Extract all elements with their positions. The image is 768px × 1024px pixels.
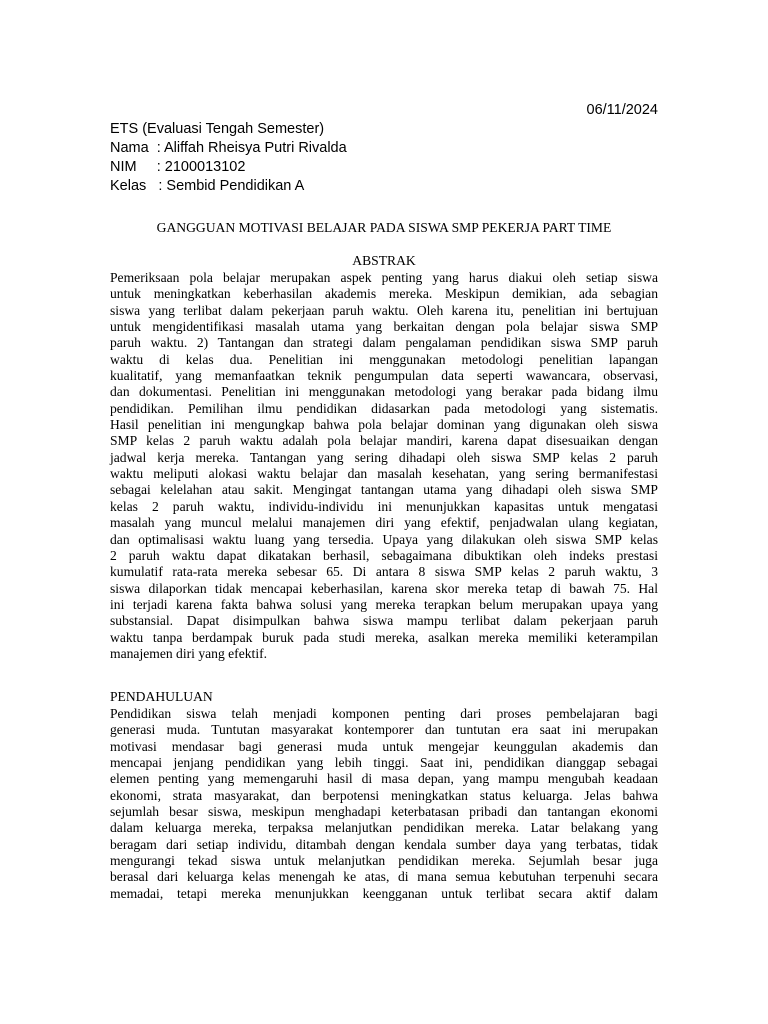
student-class: Kelas : Sembid Pendidikan A: [110, 178, 305, 194]
paragraph-line: untuk mengidentifikasi masalah utama yang berkaitan dengan pola belajar siswa SMP: [110, 319, 658, 335]
paragraph-line: mengurangi tekad siswa untuk melanjutkan pendidikan mereka. Sejumlah besar juga: [110, 853, 658, 869]
student-info: [110, 120, 347, 196]
paragraph-line: dalam keluarga mereka, terpaksa melanjutkan pendidikan mereka. Latar belakang yang: [110, 820, 658, 836]
paragraph-line: untuk meningkatkan keberhasilan akademis mereka. Meskipun demikian, ada sebagian: [110, 286, 658, 302]
paragraph-line: siswa yang terlibat dalam pekerjaan paruh waktu. Oleh karena itu, penelitian ini bertujuan: [110, 302, 658, 318]
paragraph-line: masalah yang muncul melalui manajemen diri yang efektif, penjadwalan ulang kegiatan,: [110, 515, 658, 531]
paragraph-line: mencapai jenjang pendidikan yang lebih tinggi. Saat ini, pendidikan dianggap sebagai: [110, 755, 658, 771]
paragraph-line: kelas 2 paruh waktu, individu-individu ini menunjukkan kapasitas untuk mengatasi: [110, 498, 658, 514]
paragraph-line: sebagai kelelahan atau sakit. Mengingat tantangan utama yang dihadapi oleh siswa SMP: [110, 482, 658, 498]
paragraph-line: kualitatif, yang memanfaatkan teknik pengumpulan data seperti wawancara, observasi,: [110, 368, 658, 384]
paragraph-line: generasi muda. Tuntutan masyarakat kontemporer dan tuntutan era saat ini merupakan: [110, 722, 658, 738]
paragraph-line: Hasil penelitian ini mengungkap bahwa pola belajar dominan yang digunakan oleh siswa: [110, 417, 658, 433]
intro-body: [110, 706, 658, 902]
paragraph-line: sejumlah besar siswa, meskipun menghadapi keterbatasan pribadi dan tantangan ekonomi: [110, 804, 658, 820]
abstract-body: [110, 270, 658, 662]
paragraph-line: dan dokumentasi. Penelitian ini menggunakan metodologi yang berakar pada bidang ilmu: [110, 384, 658, 400]
document-date: 06/11/2024: [586, 102, 658, 118]
paragraph-line: Pemeriksaan pola belajar merupakan aspek penting yang harus diakui oleh setiap siswa: [110, 270, 658, 285]
paragraph-line: ekonomi, strata masyarakat, dan berpotensi meningkatkan status keluarga. Jelas bahwa: [110, 787, 658, 803]
paragraph-line: memadai, tetapi mereka menunjukkan keengganan untuk terlibat secara aktif dalam: [110, 885, 658, 901]
student-nim: NIM : 2100013102: [110, 159, 246, 175]
intro-heading: PENDAHULUAN: [110, 689, 213, 704]
exam-title: ETS (Evaluasi Tengah Semester): [110, 121, 325, 137]
paragraph-line: waktu meliputi alokasi waktu belajar dan masalah kesehatan, yang sering bermanifestasi: [110, 466, 658, 482]
paragraph-line: elemen penting yang memengaruhi hasil di masa depan, yang mampu mengubah keadaan: [110, 771, 658, 787]
paragraph-line: beragam dari setiap individu, ditambah dengan kendala sumber daya yang terbatas, tidak: [110, 836, 658, 852]
paragraph-line: paruh waktu. 2) Tantangan dan strategi dalam pengalaman pendidikan siswa SMP paruh: [110, 335, 658, 351]
paper-title: GANGGUAN MOTIVASI BELAJAR PADA SISWA SMP PEKERJA PART TIME: [156, 220, 612, 235]
paragraph-line: jadwal kerja mereka. Tantangan yang sering dihadapi oleh siswa SMP kelas 2 paruh: [110, 449, 658, 465]
paragraph-line: motivasi mendasar bagi generasi muda untuk mengejar keunggulan akademis dan: [110, 738, 658, 754]
paragraph-line: siswa dilaporkan tidak mencapai keberhasilan, karena skor mereka tetap di bawah 75. Hal: [110, 580, 658, 596]
student-name: Nama : Aliffah Rheisya Putri Rivalda: [110, 140, 347, 156]
paragraph-line: SMP kelas 2 paruh waktu adalah pola belajar mandiri, karena dapat disesuaikan dengan: [110, 433, 658, 449]
paragraph-line: berasal dari keluarga kelas menengah ke atas, di mana semua kebutuhan terpenuhi secara: [110, 869, 658, 885]
paragraph-line: pendidikan. Pemilihan ilmu pendidikan didasarkan pada metodologi yang sistematis.: [110, 400, 658, 416]
paragraph-line: 2 paruh waktu dapat dikatakan berhasil, sebagaimana dibuktikan oleh indeks prestasi: [110, 547, 658, 563]
paragraph-line: waktu tanpa berdampak buruk pada studi mereka, asalkan mereka memiliki keterampilan: [110, 629, 658, 645]
paragraph-line: dan optimalisasi waktu luang yang tersedia. Upaya yang dilakukan oleh siswa SMP kelas: [110, 531, 658, 547]
paragraph-line: ini terjadi karena fakta bahwa solusi yang mereka terapkan belum merupakan upaya yang: [110, 596, 658, 612]
paragraph-line: Pendidikan siswa telah menjadi komponen penting dari proses pembelajaran bagi: [110, 706, 658, 721]
paragraph-line: waktu di kelas dua. Penelitian ini menggunakan metodologi penelitian lapangan: [110, 351, 658, 367]
paragraph-line: substansial. Dapat disimpulkan bahwa siswa mampu terlibat dalam pekerjaan paruh: [110, 613, 658, 629]
paragraph-line: manajemen diri yang efektif.: [110, 645, 268, 661]
paragraph-line: kumulatif rata-rata mereka sebesar 65. Di antara 8 siswa SMP kelas 2 paruh waktu, 3: [110, 564, 658, 580]
abstract-heading: ABSTRAK: [352, 253, 416, 268]
